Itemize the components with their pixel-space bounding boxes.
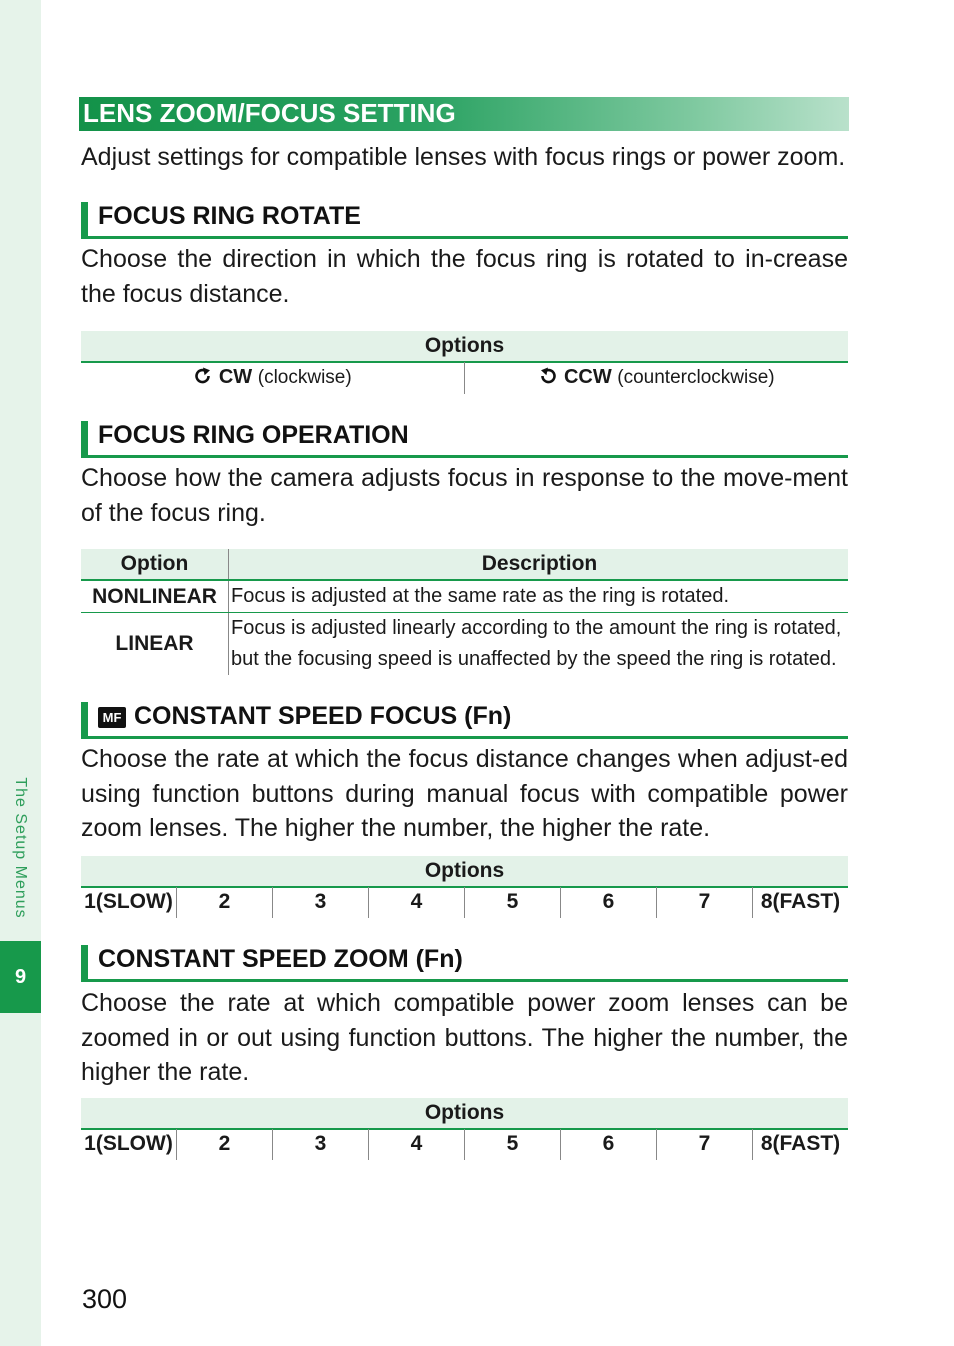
clockwise-arrow-icon xyxy=(193,367,213,385)
description-line: but the focusing speed is unaffected by the speed the ring is rotated. xyxy=(231,648,837,670)
counterclockwise-arrow-icon xyxy=(538,367,558,385)
heading-label: CONSTANT SPEED FOCUS (Fn) xyxy=(134,702,512,730)
page-title: LENS ZOOM/FOCUS SETTING xyxy=(83,98,456,128)
description-line: Focus is adjusted linearly according to the amount the ring is rotated, xyxy=(231,617,842,639)
heading-text: CONSTANT SPEED ZOOM (Fn) xyxy=(98,945,463,973)
option-cell: 7 xyxy=(656,887,752,918)
sidebar-chapter-number: 9 xyxy=(0,941,41,1013)
manual-focus-icon: MF xyxy=(98,707,126,728)
row-option: LINEAR xyxy=(115,632,194,655)
option-cell: 3 xyxy=(272,887,368,918)
option-code: CCW xyxy=(563,366,612,388)
option-cell: 1(SLOW) xyxy=(84,1132,173,1155)
focus-ring-operation-table xyxy=(81,549,848,675)
option-ccw xyxy=(464,362,848,394)
option-cell: 5 xyxy=(464,887,560,918)
table-row xyxy=(81,581,848,613)
description-line: Focus is adjusted at the same rate as the ring is rotated. xyxy=(231,585,730,607)
option-cell: 2 xyxy=(176,1129,272,1160)
heading-text xyxy=(98,702,511,731)
table-row xyxy=(81,613,848,675)
options-header: Options xyxy=(81,331,848,363)
option-cell: 7 xyxy=(656,1129,752,1160)
option-cell: 2 xyxy=(176,887,272,918)
heading-accent-bar xyxy=(81,421,88,457)
sidebar-chapter-label: The Setup Menus xyxy=(12,777,29,919)
option-cell: 3 xyxy=(272,1129,368,1160)
option-code: CW xyxy=(218,366,253,388)
focus-ring-operation-body: Choose how the camera adjusts focus in response to the move-ment of the focus ring. xyxy=(81,464,848,527)
option-cell: 4 xyxy=(368,1129,464,1160)
page-title-banner xyxy=(79,97,849,131)
option-desc: (counterclockwise) xyxy=(617,367,775,388)
option-cell: 8(FAST) xyxy=(752,887,848,918)
heading-accent-bar xyxy=(81,202,88,238)
focus-ring-rotate-body: Choose the direction in which the focus ring is rotated to in-crease the focus distance. xyxy=(81,245,848,308)
option-cell: 8(FAST) xyxy=(752,1129,848,1160)
section-heading-constant-speed-focus xyxy=(81,702,848,739)
section-heading-focus-ring-rotate xyxy=(81,202,848,239)
page-number: 300 xyxy=(82,1284,128,1314)
option-cell: 5 xyxy=(464,1129,560,1160)
option-desc: (clockwise) xyxy=(257,367,352,388)
option-cell: 6 xyxy=(560,1129,656,1160)
rotate-options-row xyxy=(81,362,848,394)
constant-speed-zoom-body: Choose the rate at which compatible power zoom lenses can be zoomed in or out using function buttons. The higher the number, the higher the rate. xyxy=(81,989,848,1086)
row-option: NONLINEAR xyxy=(92,584,217,608)
heading-accent-bar xyxy=(81,702,88,738)
options-header: Options xyxy=(81,1098,848,1130)
row-description xyxy=(228,613,848,675)
column-header-option: Option xyxy=(120,552,189,575)
section-heading-constant-speed-zoom xyxy=(81,945,848,982)
row-description xyxy=(228,581,848,612)
option-cell: 4 xyxy=(368,887,464,918)
intro-text: Adjust settings for compatible lenses with focus rings or power zoom. xyxy=(81,143,846,171)
chapter-sidebar xyxy=(0,0,41,1346)
heading-text: FOCUS RING ROTATE xyxy=(98,202,361,230)
column-header-description: Description xyxy=(228,549,848,579)
heading-text: FOCUS RING OPERATION xyxy=(98,421,409,449)
heading-accent-bar xyxy=(81,945,88,981)
options-header: Options xyxy=(81,856,848,888)
option-cell: 1(SLOW) xyxy=(84,890,173,913)
option-cell: 6 xyxy=(560,887,656,918)
zoom-speed-options-row xyxy=(81,1129,848,1160)
constant-speed-focus-body: Choose the rate at which the focus distance changes when adjust-ed using function buttons during manual focus with compatible power zoom lenses. The higher the number, the higher the rate. xyxy=(81,745,848,842)
section-heading-focus-ring-operation xyxy=(81,421,848,458)
table-header xyxy=(81,549,848,581)
focus-speed-options-row xyxy=(81,887,848,918)
option-cw xyxy=(81,362,464,394)
